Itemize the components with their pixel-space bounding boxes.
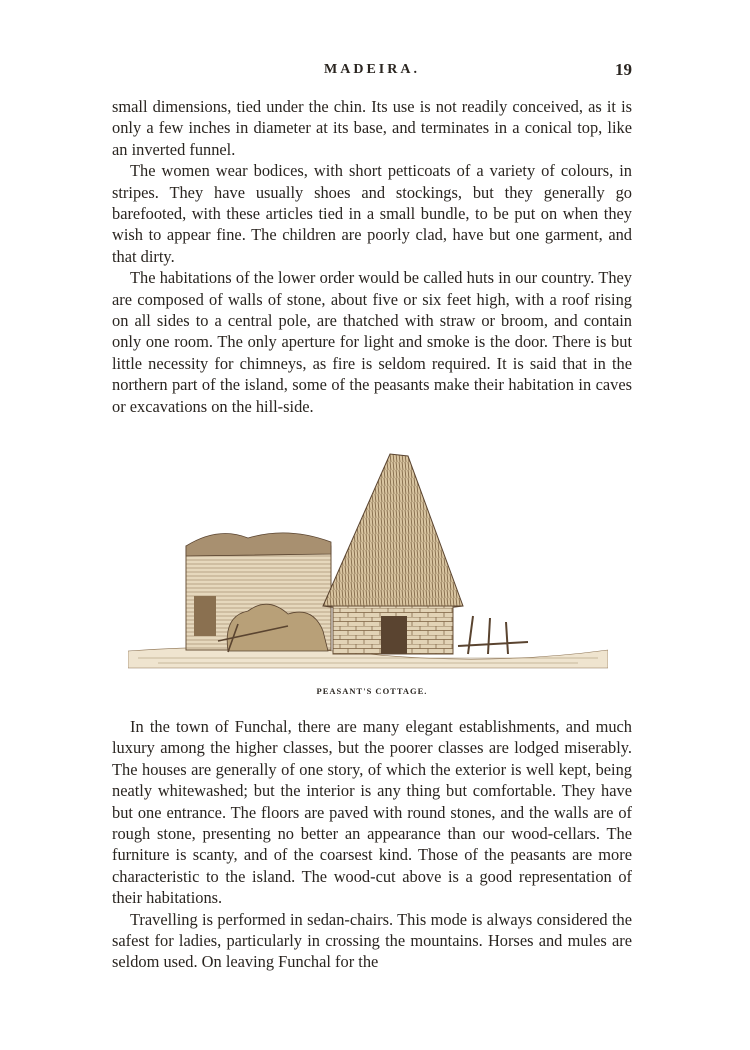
paragraph-women-dress: The women wear bodices, with short petticoats of a variety of colours, in stripes. They have usually shoes and stockings, but they generally go barefooted, with these articles tied in a small bundle, to be put on when they wish to appear fine. The children are poorly clad, have but one garment, and that dirty. [112,161,632,266]
page-number: 19 [615,60,632,79]
running-head [112,62,632,84]
paragraph-funchal: In the town of Funchal, there are many elegant establishments, and much luxury among the higher classes, but the poorer classes are lodged miserably. The houses are generally of one story, of which the exterior is well kept, being neatly whitewashed; but the interior is any thing but comfortable. They have but one entrance. The floors are paved with round stones, and the walls are of rough stone, presenting no better an appearance than our wood-cellars. The furniture is scanty, and of the coarsest kind. Those of the peasants are more characteristic to the island. The wood-cut above is a good representation of their habitations. [112,717,632,908]
paragraph-habitations: The habitations of the lower order would be called huts in our country. They are composed of walls of stone, about five or six feet high, with a roof rising on all sides to a central pole, are thatched with straw or broom, and contain only one room. The only aperture for light and smoke is the door. There is but little necessity for chimneys, as fire is seldom required. It is said that in the northern part of the island, some of the peasants make their habitation in caves or excavations on the hill-side. [112,268,632,416]
text-block-bottom [112,716,632,973]
paragraph-continued: small dimensions, tied under the chin. Its use is not readily conceived, as it is only a few inches in diameter at its base, and terminates in a conical top, like an inverted funnel. [112,97,632,159]
paragraph-travelling: Travelling is performed in sedan-chairs. This mode is always considered the safest for ladies, particularly in crossing the mountains. Horses and mules are seldom used. On leaving Funchal for the [112,909,632,972]
cottage-illustration [128,446,608,676]
figure-caption: PEASANT'S COTTAGE. [316,686,428,696]
text-block-top [112,96,632,417]
running-title: MADEIRA. [324,62,420,77]
